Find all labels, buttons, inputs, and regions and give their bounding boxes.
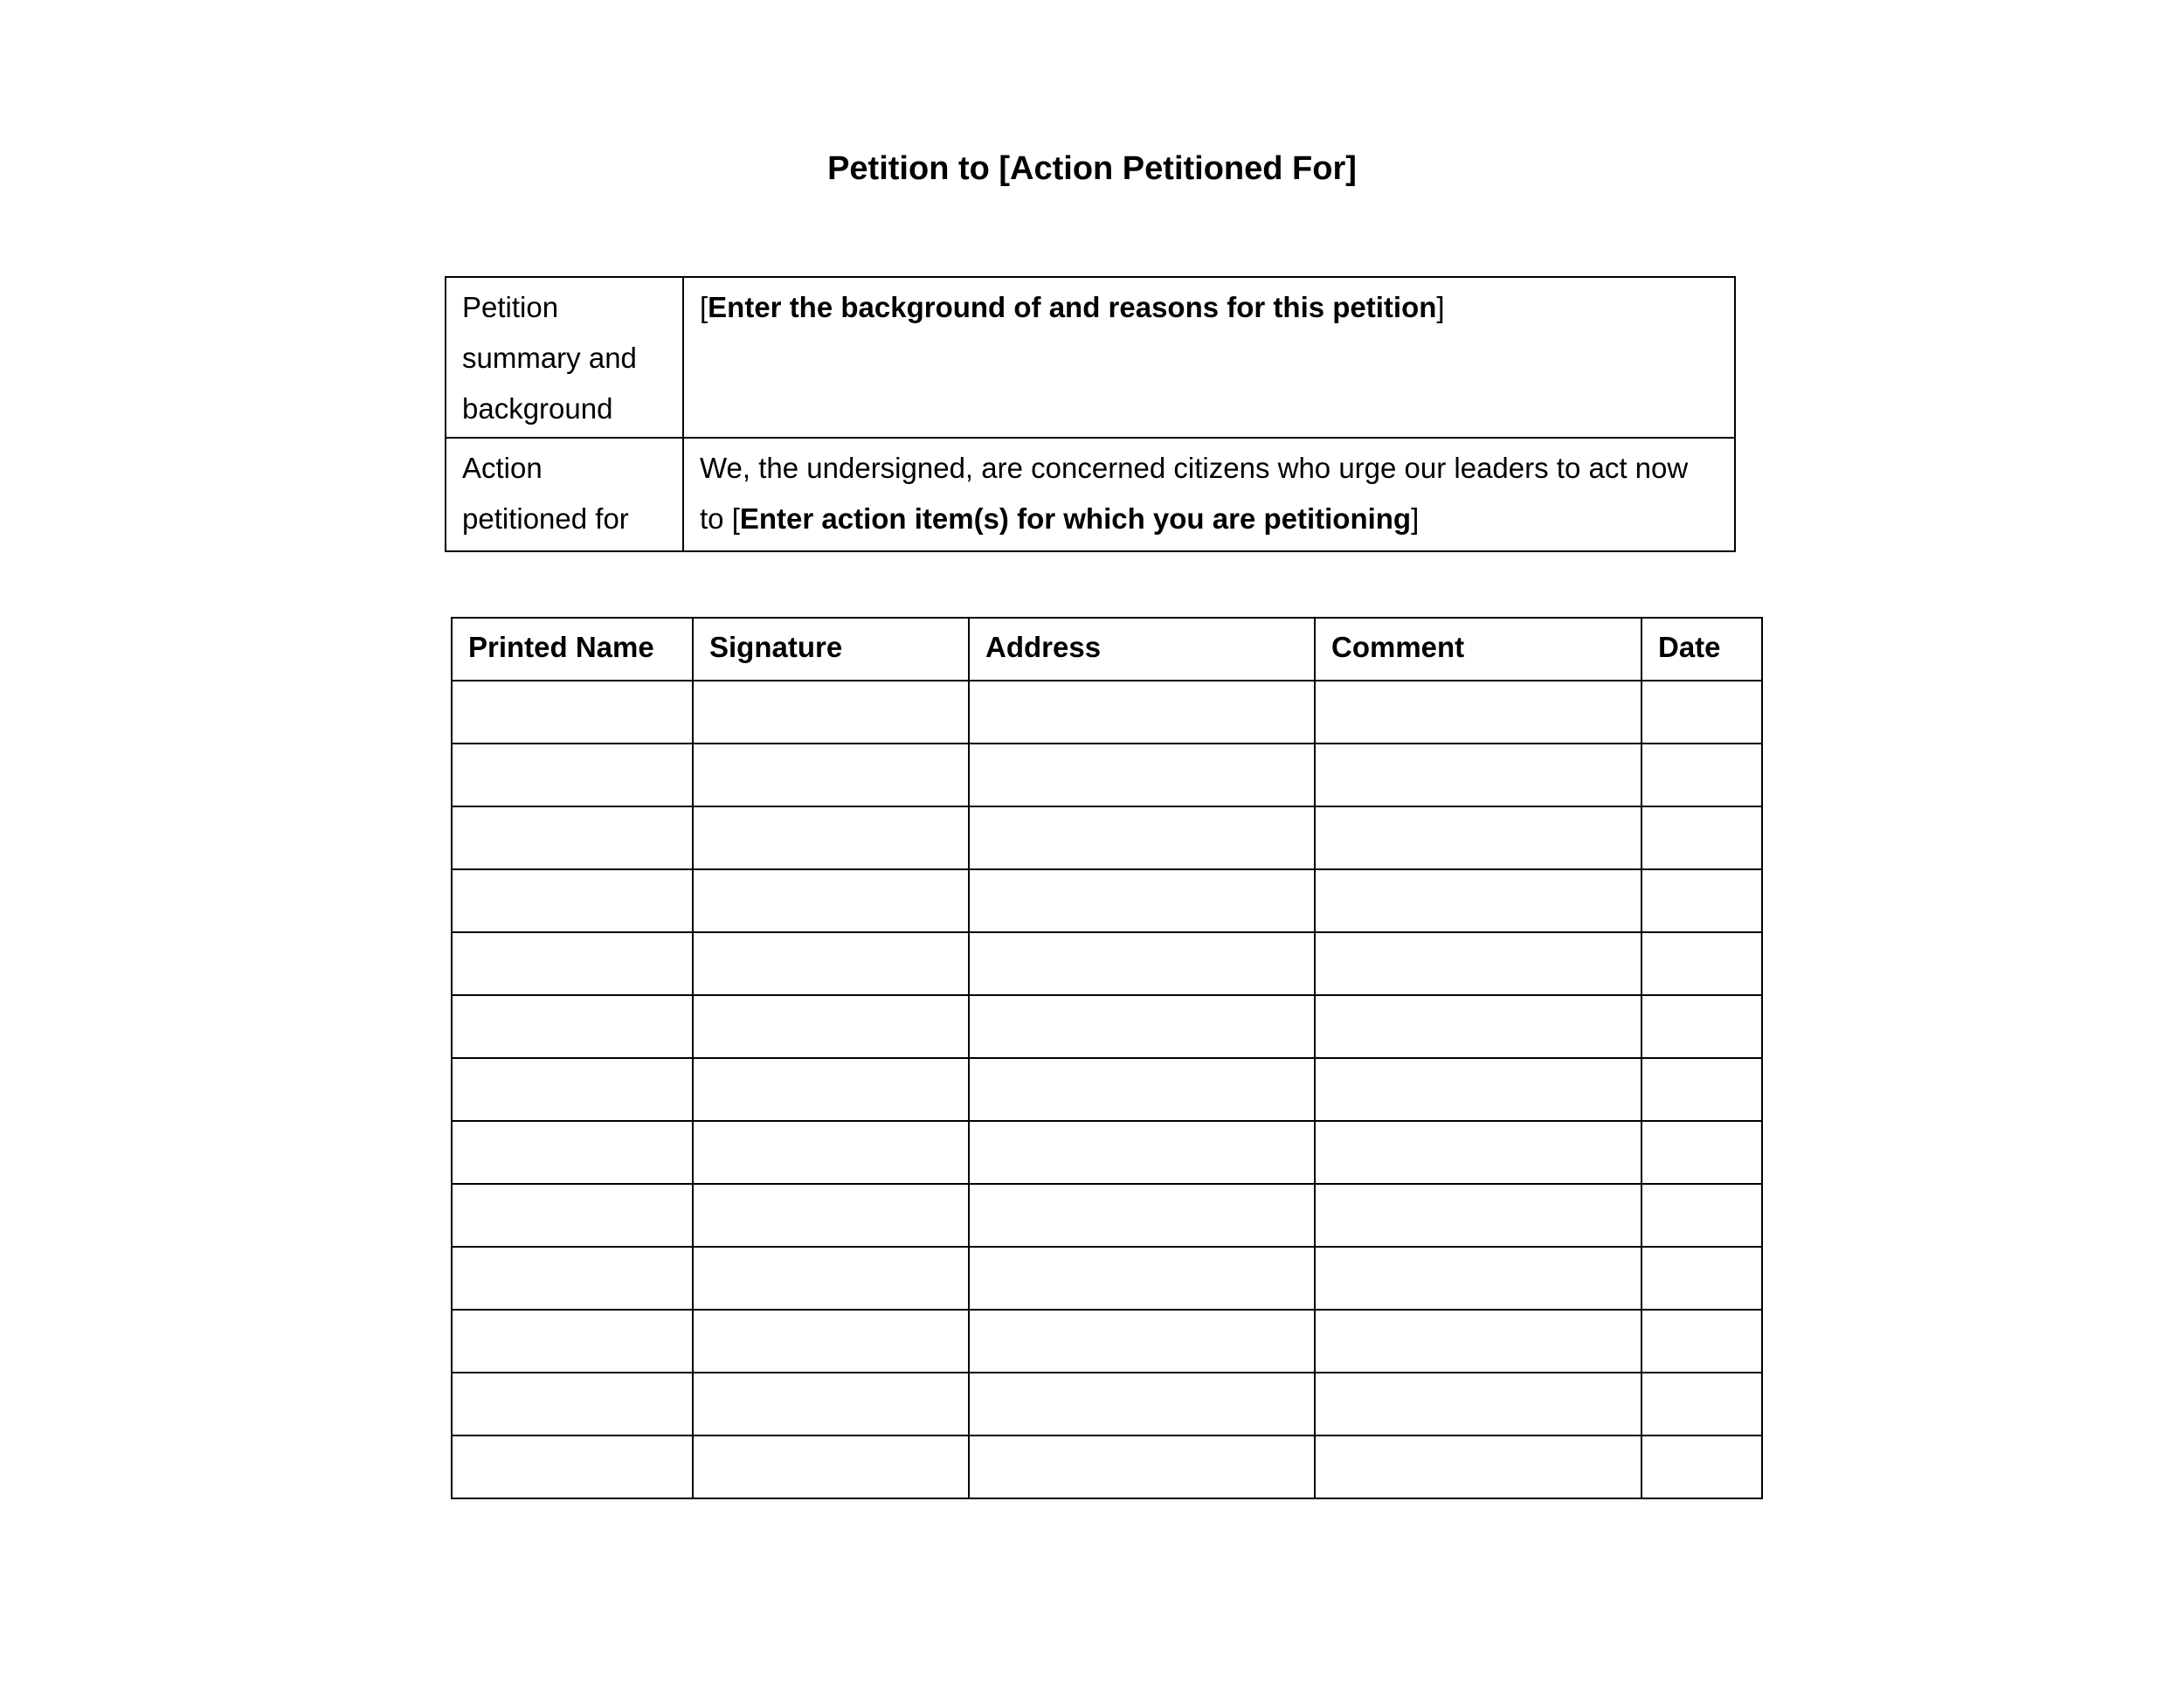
signature-row [452, 806, 1762, 869]
cell-date[interactable] [1641, 869, 1762, 932]
cell-comment[interactable] [1315, 1310, 1641, 1373]
action-content-suffix: ] [1411, 502, 1420, 535]
cell-signature[interactable] [693, 1247, 969, 1310]
signature-header-row [452, 618, 1762, 681]
cell-printed-name[interactable] [452, 744, 693, 806]
cell-address[interactable] [969, 806, 1315, 869]
column-header-date: Date [1641, 618, 1762, 681]
cell-comment[interactable] [1315, 1058, 1641, 1121]
cell-printed-name[interactable] [452, 806, 693, 869]
cell-comment[interactable] [1315, 681, 1641, 744]
action-content-placeholder: Enter action item(s) for which you are petitioning [739, 502, 1412, 535]
cell-date[interactable] [1641, 1373, 1762, 1435]
cell-printed-name[interactable] [452, 1373, 693, 1435]
cell-address[interactable] [969, 932, 1315, 995]
cell-date[interactable] [1641, 1310, 1762, 1373]
cell-comment[interactable] [1315, 1435, 1641, 1498]
cell-printed-name[interactable] [452, 1310, 693, 1373]
action-content[interactable] [683, 438, 1735, 551]
cell-signature[interactable] [693, 1373, 969, 1435]
cell-address[interactable] [969, 869, 1315, 932]
action-label: Action petitioned for [446, 438, 683, 551]
cell-signature[interactable] [693, 1184, 969, 1247]
cell-date[interactable] [1641, 1247, 1762, 1310]
signature-row [452, 1121, 1762, 1184]
cell-comment[interactable] [1315, 1247, 1641, 1310]
summary-content-suffix: ] [1436, 291, 1445, 323]
cell-printed-name[interactable] [452, 1058, 693, 1121]
signature-row [452, 869, 1762, 932]
cell-signature[interactable] [693, 1058, 969, 1121]
cell-address[interactable] [969, 681, 1315, 744]
signature-row [452, 1058, 1762, 1121]
cell-address[interactable] [969, 1435, 1315, 1498]
cell-signature[interactable] [693, 1121, 969, 1184]
signature-row [452, 1310, 1762, 1373]
cell-signature[interactable] [693, 1310, 969, 1373]
signature-row [452, 1184, 1762, 1247]
cell-signature[interactable] [693, 995, 969, 1058]
cell-signature[interactable] [693, 744, 969, 806]
cell-comment[interactable] [1315, 932, 1641, 995]
summary-content-prefix: [ [700, 291, 708, 323]
column-header-signature: Signature [693, 618, 969, 681]
cell-address[interactable] [969, 744, 1315, 806]
cell-address[interactable] [969, 1247, 1315, 1310]
page-title: Petition to [Action Petitioned For] [827, 150, 1357, 187]
signature-row [452, 681, 1762, 744]
cell-date[interactable] [1641, 806, 1762, 869]
cell-comment[interactable] [1315, 744, 1641, 806]
column-header-comment: Comment [1315, 618, 1641, 681]
summary-row [446, 277, 1735, 438]
cell-printed-name[interactable] [452, 681, 693, 744]
cell-printed-name[interactable] [452, 1184, 693, 1247]
action-content-prefix: We, the undersigned, are concerned citizens who urge our leaders to act now to [ [700, 452, 1689, 535]
action-row [446, 438, 1735, 551]
cell-printed-name[interactable] [452, 1121, 693, 1184]
cell-date[interactable] [1641, 995, 1762, 1058]
signature-row [452, 1247, 1762, 1310]
cell-date[interactable] [1641, 932, 1762, 995]
column-header-printed-name: Printed Name [452, 618, 693, 681]
cell-comment[interactable] [1315, 1121, 1641, 1184]
cell-signature[interactable] [693, 869, 969, 932]
column-header-address: Address [969, 618, 1315, 681]
signature-row [452, 1373, 1762, 1435]
signature-row [452, 932, 1762, 995]
cell-address[interactable] [969, 1373, 1315, 1435]
signature-rows [452, 681, 1762, 1498]
cell-comment[interactable] [1315, 1184, 1641, 1247]
cell-address[interactable] [969, 995, 1315, 1058]
cell-signature[interactable] [693, 932, 969, 995]
signature-table [451, 617, 1763, 1499]
signature-row [452, 995, 1762, 1058]
cell-comment[interactable] [1315, 806, 1641, 869]
cell-printed-name[interactable] [452, 1247, 693, 1310]
summary-label: Petition summary and background [446, 277, 683, 438]
cell-comment[interactable] [1315, 1373, 1641, 1435]
cell-address[interactable] [969, 1058, 1315, 1121]
cell-comment[interactable] [1315, 995, 1641, 1058]
cell-comment[interactable] [1315, 869, 1641, 932]
signature-row [452, 744, 1762, 806]
cell-date[interactable] [1641, 1121, 1762, 1184]
signature-row [452, 1435, 1762, 1498]
petition-summary-table [445, 276, 1736, 552]
cell-date[interactable] [1641, 1435, 1762, 1498]
summary-content-placeholder: Enter the background of and reasons for this petition [708, 291, 1437, 323]
cell-printed-name[interactable] [452, 869, 693, 932]
cell-signature[interactable] [693, 806, 969, 869]
cell-date[interactable] [1641, 681, 1762, 744]
cell-date[interactable] [1641, 1184, 1762, 1247]
cell-printed-name[interactable] [452, 932, 693, 995]
cell-address[interactable] [969, 1121, 1315, 1184]
summary-content[interactable] [683, 277, 1735, 438]
cell-address[interactable] [969, 1310, 1315, 1373]
cell-signature[interactable] [693, 681, 969, 744]
cell-date[interactable] [1641, 744, 1762, 806]
cell-date[interactable] [1641, 1058, 1762, 1121]
cell-address[interactable] [969, 1184, 1315, 1247]
cell-printed-name[interactable] [452, 1435, 693, 1498]
cell-signature[interactable] [693, 1435, 969, 1498]
cell-printed-name[interactable] [452, 995, 693, 1058]
